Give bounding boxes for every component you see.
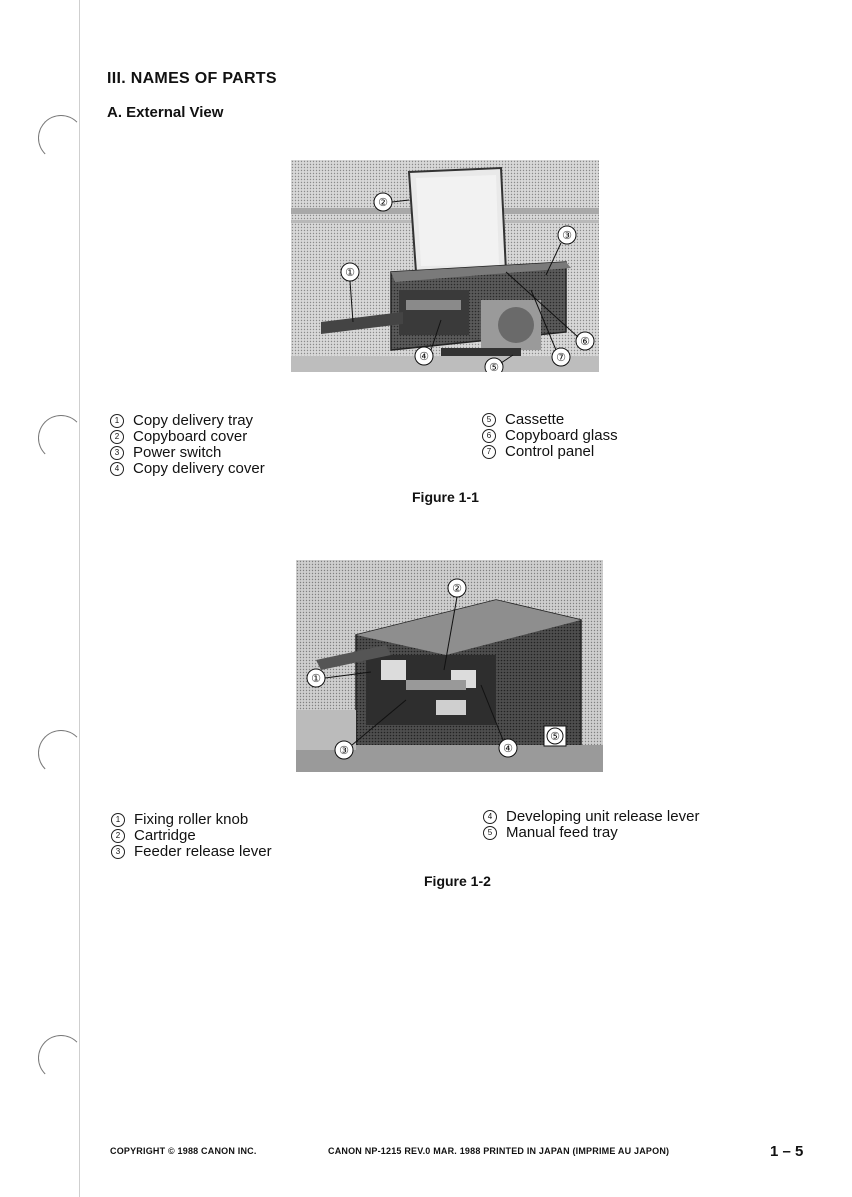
figure-1-callout: ③ (562, 230, 572, 242)
legend-item (483, 825, 699, 841)
punch-hole-mark (38, 415, 84, 461)
figure-1-legend-right (482, 412, 618, 460)
figure-1-callout: ① (345, 267, 355, 279)
figure-1-legend-left (110, 413, 265, 477)
number-circle: 2 (111, 829, 125, 843)
number-circle: 7 (482, 445, 496, 459)
legend-label: Copy delivery cover (133, 460, 265, 477)
number-circle: 3 (110, 446, 124, 460)
legend-item (111, 828, 272, 844)
figure-2-legend-left (111, 812, 272, 860)
legend-label: Feeder release lever (134, 843, 272, 860)
number-circle: 3 (111, 845, 125, 859)
figure-2-photo (296, 560, 603, 772)
page-number: 1 – 5 (770, 1143, 804, 1160)
punch-hole-mark (38, 730, 84, 776)
legend-item (482, 444, 618, 460)
legend-item (110, 429, 265, 445)
footer-info: CANON NP-1215 REV.0 MAR. 1988 PRINTED IN JAPAN (IMPRIME AU JAPON) (328, 1146, 670, 1156)
number-circle: 4 (110, 462, 124, 476)
figure-1-callout: ④ (419, 351, 429, 363)
number-circle: 5 (482, 413, 496, 427)
figure-2-callout: ③ (339, 745, 349, 757)
number-circle: 1 (111, 813, 125, 827)
punch-hole-mark (38, 115, 84, 161)
figure-2-caption: Figure 1-2 (424, 873, 491, 889)
figure-2-legend-right (483, 809, 699, 841)
legend-label: Copy delivery tray (133, 412, 254, 429)
figure-1-callout: ⑤ (489, 362, 499, 372)
legend-item (483, 809, 699, 825)
subsection-title: A. External View (107, 104, 224, 121)
legend-item (111, 812, 272, 828)
legend-item (110, 413, 265, 429)
figure-2-callout: ② (452, 583, 462, 595)
number-circle: 4 (483, 810, 497, 824)
legend-item (110, 461, 265, 477)
figure-2-callout: ④ (503, 743, 513, 755)
number-circle: 6 (482, 429, 496, 443)
legend-item (482, 428, 618, 444)
legend-item (482, 412, 618, 428)
footer-copyright: COPYRIGHT © 1988 CANON INC. (110, 1146, 257, 1156)
number-circle: 1 (110, 414, 124, 428)
legend-label: Fixing roller knob (134, 811, 249, 828)
legend-label: Cassette (505, 411, 565, 428)
figure-2-callout: ① (311, 673, 321, 685)
legend-label: Cartridge (134, 827, 196, 844)
figure-2-callout: ⑤ (550, 731, 560, 743)
legend-label: Control panel (505, 443, 595, 460)
figure-1-photo (291, 160, 599, 372)
figure-1-callout: ⑥ (580, 336, 590, 348)
legend-label: Copyboard glass (505, 427, 618, 444)
section-title: III. NAMES OF PARTS (107, 70, 277, 87)
binding-line (79, 0, 80, 1197)
figure-1-callout: ② (378, 197, 388, 209)
punch-hole-mark (38, 1035, 84, 1081)
number-circle: 2 (110, 430, 124, 444)
legend-item (111, 844, 272, 860)
legend-label: Developing unit release lever (506, 808, 700, 825)
legend-label: Copyboard cover (133, 428, 248, 445)
number-circle: 5 (483, 826, 497, 840)
legend-item (110, 445, 265, 461)
figure-1-callout: ⑦ (556, 352, 566, 364)
legend-label: Manual feed tray (506, 824, 618, 841)
figure-1-caption: Figure 1-1 (412, 489, 479, 505)
legend-label: Power switch (133, 444, 222, 461)
